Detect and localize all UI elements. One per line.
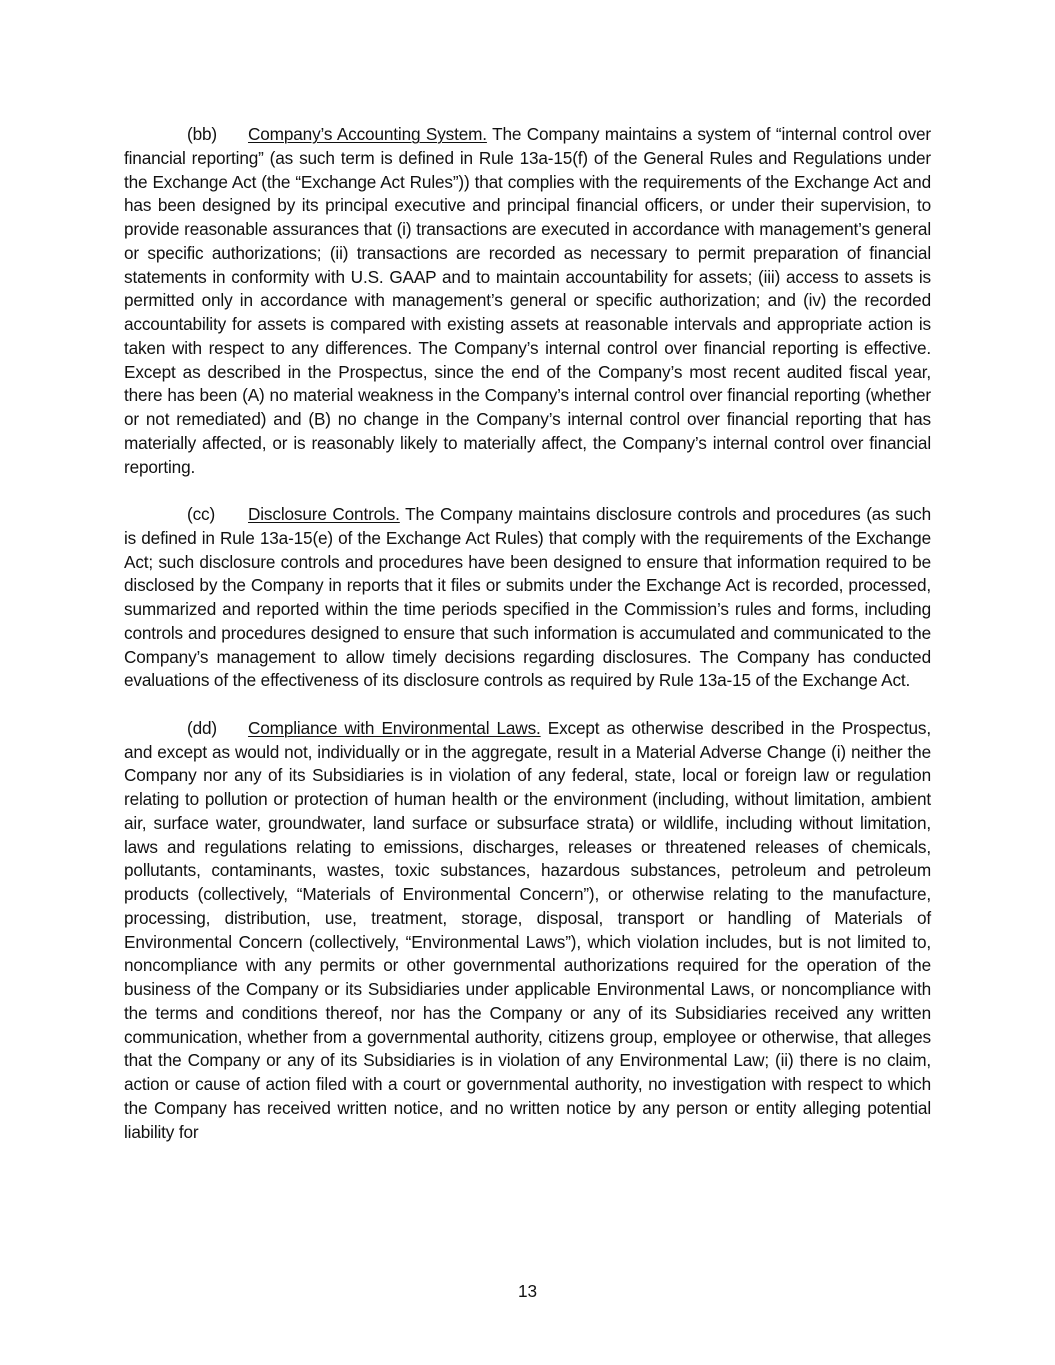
section-number: (bb) (187, 124, 217, 144)
section-heading: Disclosure Controls. (248, 504, 400, 524)
section-number: (cc) (187, 504, 216, 524)
section-bb (124, 123, 931, 479)
section-heading: Compliance with Environmental Laws. (248, 717, 541, 738)
section-dd (124, 717, 931, 1145)
section-body: The Company maintains disclosure controls and procedures (as such is defined in Rule 13a-15(e) of the Exchange Act Rules) that comply with the requirements of the Exchange Act; such disclosure controls and procedures have been designed to ensure that information required to be disclosed by the Company in reports that it files or submits under the Exchange Act is recorded, processed, summarized and reported within the time periods specified in the Commission’s rules and forms, including controls and procedures designed to ensure that such information is accumulated and communicated to the Company’s management to allow timely decisions regarding disclosures. The Company has conducted evaluations of the effectiveness of its disclosure controls as required by Rule 13a-15 of the Exchange Act. (124, 504, 932, 691)
document-page (124, 123, 931, 1144)
section-body: The Company maintains a system of “internal control over financial reporting” (as such term is defined in Rule 13a-15(f) of the General Rules and Regulations under the Exchange Act (the “Exchange Act Rules”)) that complies with the requirements of the Exchange Act and has been designed by its principal executive and principal financial officers, or under their supervision, to provide reasonable assurances that (i) transactions are executed in accordance with management’s general or specific authorizations; (ii) transactions are recorded as necessary to permit preparation of financial statements in conformity with U.S. GAAP and to maintain accountability for assets; (iii) access to assets is permitted only in accordance with management’s general or specific authorization; and (iv) the recorded accountability for assets is compared with existing assets at reasonable intervals and appropriate action is taken with respect to any differences. The Company’s internal control over financial reporting is effective. Except as described in the Prospectus, since the end of the Company’s most recent audited fiscal year, there has been (A) no material weakness in the Company’s internal control over financial reporting (whether or not remediated) and (B) no change in the Company’s internal control over financial reporting that has materially affected, or is reasonably likely to materially affect, the Company’s internal control over financial reporting. (124, 124, 931, 477)
section-body: Except as otherwise described in the Prospectus, and except as would not, individually or in the aggregate, result in a Material Adverse Change (i) neither the Company nor any of its Subsidiaries is in violation of any federal, state, local or foreign law or regulation relating to pollution or protection of human health or the environment (including, without limitation, ambient air, surface water, groundwater, land surface or subsurface strata) or wildlife, including without limitation, laws and regulations relating to emissions, discharges, releases or threatened releases of chemicals, pollutants, contaminants, wastes, toxic substances, hazardous substances, petroleum and petroleum products (collectively, “Materials of Environmental Concern”), or otherwise relating to the manufacture, processing, distribution, use, treatment, storage, disposal, transport or handling of Materials of Environmental Concern (collectively, “Environmental Laws”), which violation includes, but is not limited to, noncompliance with any permits or other governmental authorizations required for the operation of the business of the Company or its Subsidiaries under applicable Environmental Laws, or noncompliance with the terms and conditions thereof, nor has the Company or any of its Subsidiaries received any written communication, whether from a governmental authority, citizens group, employee or otherwise, that alleges that the Company or any of its Subsidiaries is in violation of any Environmental Law; (ii) there is no claim, action or cause of action filed with a court or governmental authority, no investigation with respect to which the Company has received written notice, and no written notice by any person or entity alleging potential liability for (124, 717, 931, 1142)
section-cc (124, 503, 931, 693)
section-number: (dd) (187, 717, 217, 738)
section-heading: Company’s Accounting System. (248, 124, 487, 144)
page-number: 13 (517, 1281, 538, 1301)
